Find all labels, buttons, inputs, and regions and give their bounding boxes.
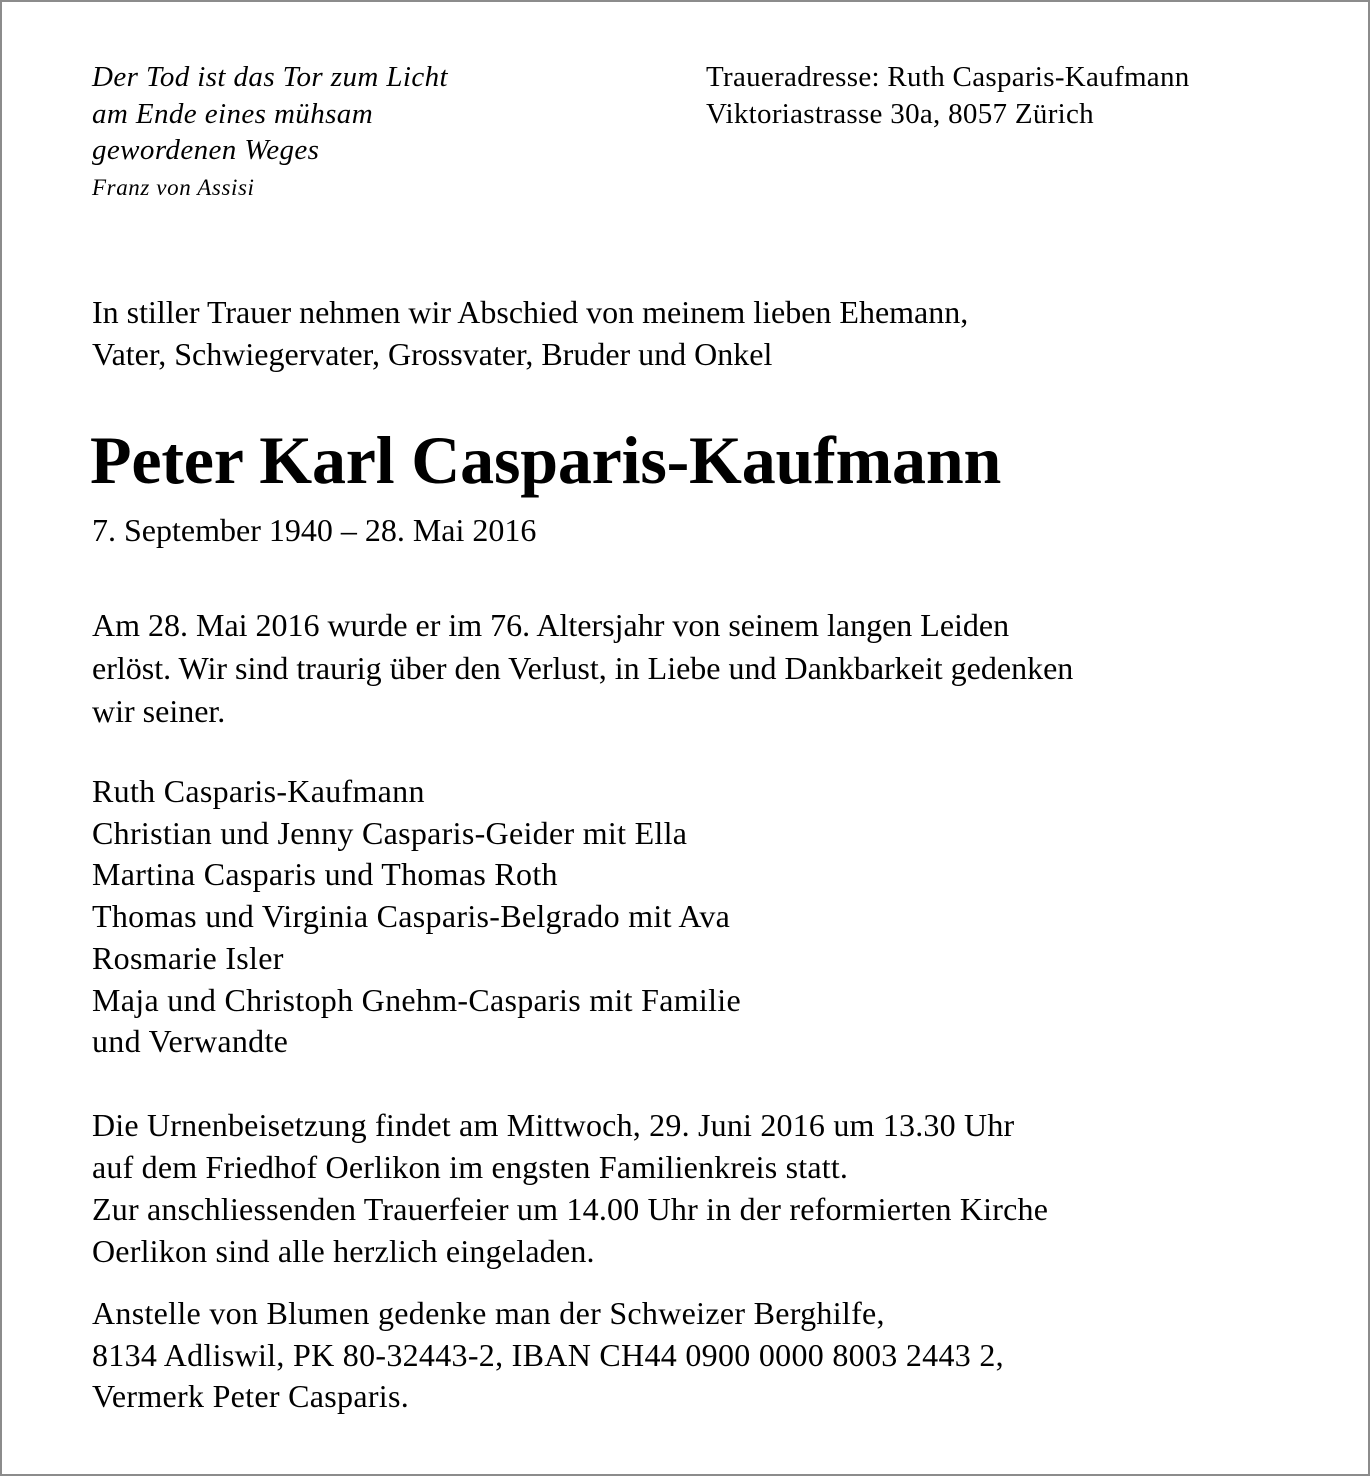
mourner-item: Thomas und Virginia Casparis-Belgrado mit Ava	[92, 898, 731, 935]
mourning-address	[706, 59, 1190, 132]
deceased-name: Peter Karl Casparis-Kaufmann	[90, 422, 1002, 498]
quote-line: gewordenen Weges	[92, 134, 320, 166]
life-dates: 7. September 1940 – 28. Mai 2016	[92, 512, 537, 548]
address-line: Traueradresse: Ruth Casparis-Kaufmann	[706, 61, 1190, 93]
address-line: Viktoriastrasse 30a, 8057 Zürich	[706, 97, 1094, 130]
mourner-item: Rosmarie Isler	[92, 939, 284, 976]
donation-line: 8134 Adliswil, PK 80-32443-2, IBAN CH44 0900 0000 8003 2443 2,	[92, 1336, 1004, 1373]
message-line: wir seiner.	[92, 693, 226, 729]
mourner-item: Maja und Christoph Gnehm-Casparis mit Familie	[92, 981, 741, 1018]
ceremony-line: Oerlikon sind alle herzlich eingeladen.	[92, 1233, 595, 1269]
donation-paragraph	[92, 1293, 1004, 1418]
ceremony-line: Die Urnenbeisetzung findet am Mittwoch, 29. Juni 2016 um 13.30 Uhr	[92, 1107, 1015, 1143]
epigraph-quote	[92, 59, 448, 169]
donation-line: Anstelle von Blumen gedenke man der Schweizer Berghilfe,	[92, 1295, 885, 1331]
mourner-item: Christian und Jenny Casparis-Geider mit Ella	[92, 814, 688, 851]
mourners-list	[92, 771, 741, 1063]
mourner-item: und Verwandte	[92, 1023, 289, 1060]
intro-paragraph	[92, 292, 968, 375]
ceremony-line: Zur anschliessenden Trauerfeier um 14.00 Uhr in der reformierten Kirche	[92, 1191, 1049, 1227]
quote-author: Franz von Assisi	[92, 175, 255, 200]
ceremony-paragraph	[92, 1104, 1048, 1272]
donation-line: Vermerk Peter Casparis.	[92, 1378, 410, 1414]
mourner-item: Ruth Casparis-Kaufmann	[92, 773, 425, 809]
message-line: erlöst. Wir sind traurig über den Verlust, in Liebe und Dankbarkeit gedenken	[92, 650, 1074, 686]
quote-line: am Ende eines mühsam	[92, 97, 374, 130]
intro-line: Vater, Schwiegervater, Grossvater, Bruder und Onkel	[92, 335, 773, 372]
intro-line: In stiller Trauer nehmen wir Abschied von meinem lieben Ehemann,	[92, 294, 969, 330]
ceremony-line: auf dem Friedhof Oerlikon im engsten Familienkreis statt.	[92, 1149, 849, 1185]
message-paragraph	[92, 604, 1073, 733]
message-line: Am 28. Mai 2016 wurde er im 76. Altersjahr von seinem langen Leiden	[92, 607, 1010, 643]
mourner-item: Martina Casparis und Thomas Roth	[92, 856, 558, 893]
quote-line: Der Tod ist das Tor zum Licht	[92, 61, 448, 93]
